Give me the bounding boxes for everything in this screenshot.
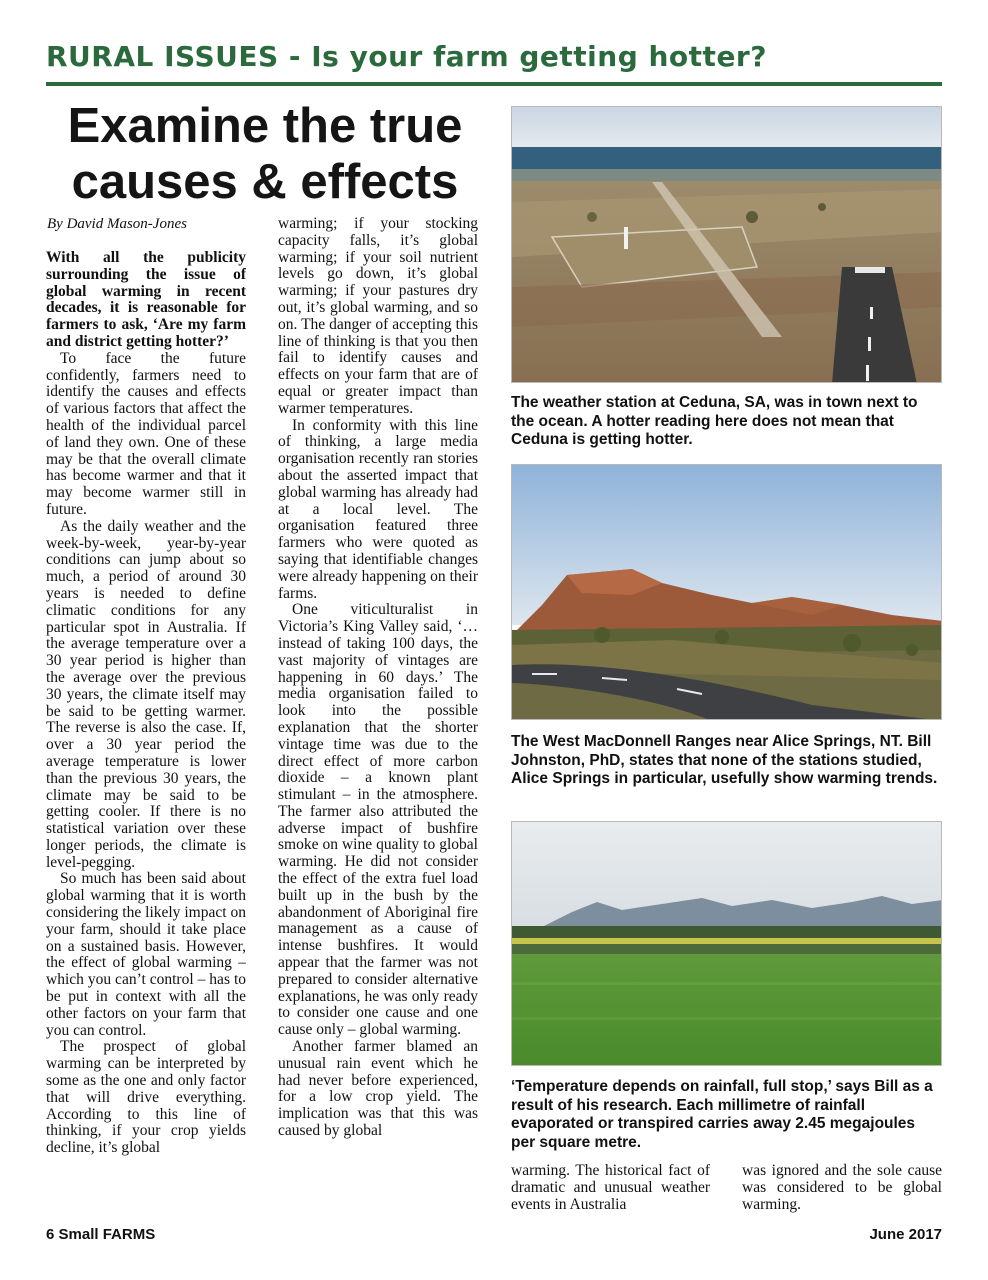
body-paragraph: As the daily weather and the week-by-week, year-by-year conditions can jump about so much, a period of around 30 years is needed to define climatic conditions for any particular spot in Australia. If the average temperature over a 30 year period is higher than the average over the previous 30 years, the climate itself may be said to be getting warmer. The reverse is also the case. If, over a 30 year period the average temperature is lower than the previous 30 years, the climate may be said to be getting cooler. If there is no statistical variation over these longer periods, the climate is level-pegging. bbox=[46, 517, 246, 871]
body-paragraph: In conformity with this line of thinking, a large media organisation recently ran stories about the asserted impact that global warming has already had at a local level. The organisation featured three farmers who were quoted as saying that identifiable changes were already happening on their farms. bbox=[278, 416, 478, 602]
body-paragraph: warming. The historical fact of dramatic and unusual weather events in Australia bbox=[511, 1163, 710, 1213]
body-paragraph: Another farmer blamed an unusual rain event which he had never before experienced, for a low crop yield. The implication was that this was caused by global bbox=[278, 1038, 478, 1140]
body-paragraph: The prospect of global warming can be interpreted by some as the one and only factor that will drive everything. According to this line of thinking, if your crop yields decline, it’s global bbox=[46, 1038, 246, 1157]
text-column-3 bbox=[511, 1163, 710, 1215]
photo-caption: ‘Temperature depends on rainfall, full stop,’ says Bill as a result of his research. Each millimetre of rainfall evaporated or transpired carries away 2.45 megajoules per square metre. bbox=[511, 1078, 933, 1151]
kicker-rule bbox=[46, 82, 942, 86]
macdonnell-ranges-photo bbox=[511, 464, 942, 720]
photo-caption: The weather station at Ceduna, SA, was in town next to the ocean. A hotter reading here does not mean that Ceduna is getting hotter. bbox=[511, 394, 918, 448]
lead-paragraph: With all the publicity surrounding the issue of global warming in recent decades, it is reasonable for farmers to ask, ‘Are my farm and district getting hotter?’ bbox=[46, 250, 246, 350]
issue-date: June 2017 bbox=[869, 1226, 942, 1243]
green-paddock-photo bbox=[511, 821, 942, 1066]
ceduna-aerial-photo bbox=[511, 106, 942, 383]
byline: By David Mason-Jones bbox=[47, 216, 187, 232]
body-paragraph: warming; if your stocking capacity falls, it’s global warming; if your soil nutrient levels go down, it’s global warming; if your pastures dry out, it’s global warming, and so on. The danger of accepting this line of thinking is that you then fail to identify causes and effects on your farm that are of equal or greater impact than warmer temperatures. bbox=[278, 216, 478, 417]
section-kicker: RURAL ISSUES - Is your farm getting hotter? bbox=[46, 40, 767, 73]
body-paragraph: was ignored and the sole cause was considered to be global warming. bbox=[742, 1163, 942, 1213]
text-column-4 bbox=[742, 1163, 942, 1215]
body-paragraph: So much has been said about global warming that it is worth considering the likely impact on your farm, should it take place on a sustained basis. However, the effect of global warming – which you can’t control – has to be put in context with all the other factors on your farm that you can control. bbox=[46, 870, 246, 1039]
text-column-1 bbox=[46, 250, 246, 1216]
body-paragraph: To face the future confidently, farmers need to identify the causes and effects of various factors that affect the health of the individual parcel of land they own. One of these may be that the overall climate has become warmer and that it may become warmer still in future. bbox=[46, 349, 246, 518]
body-paragraph: One viticulturalist in Victoria’s King Valley said, ‘… instead of taking 100 days, the vast majority of vintages are happening in 60 days.’ The media organisation failed to look into the possible explanation that the shorter vintage time was due to the direct effect of more carbon dioxide – a known plant stimulant – in the atmosphere. The farmer also attributed the adverse impact of bushfire smoke on wine quality to global warming. He did not consider the effect of the extra fuel load built up in the bush by the abandonment of Aboriginal fire management as a cause of intense bushfires. It would appear that the farmer was not prepared to consider alternative explanations, he was only ready to consider one cause and one cause only – global warming. bbox=[278, 601, 478, 1039]
page-number-publication: 6 Small FARMS bbox=[46, 1226, 156, 1243]
photo-caption: The West MacDonnell Ranges near Alice Springs, NT. Bill Johnston, PhD, states that none of the stations studied, Alice Springs in particular, usefully show warming trends. bbox=[511, 733, 938, 787]
text-column-2 bbox=[278, 216, 478, 1216]
article-headline: Examine the true causes & effects bbox=[67, 99, 463, 209]
